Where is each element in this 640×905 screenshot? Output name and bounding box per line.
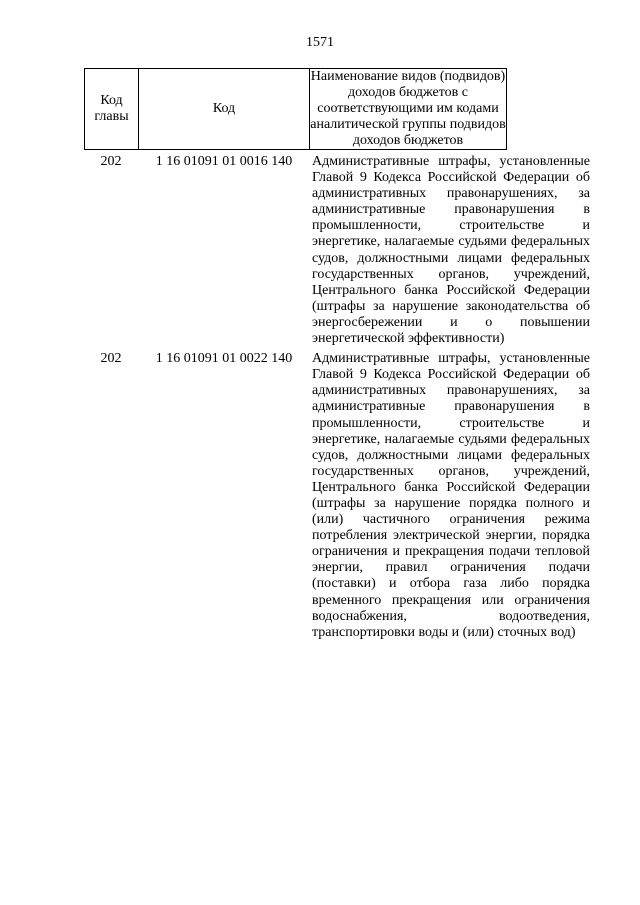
header-name: Наименование видов (подвидов) доходов бюджетов с соответствующими им кодами аналитической группы подвидов доходов бюджетов	[310, 69, 506, 148]
row-chapter-code: 202	[100, 351, 122, 367]
table-header	[84, 68, 507, 150]
row-code: 1 16 01091 01 0022 140	[155, 351, 293, 367]
header-code: Код	[139, 69, 310, 150]
row-name: Административные штрафы, установленные Главой 9 Кодекса Российской Федерации об административных правонарушениях, за административные правонарушения в промышленности, строительстве и энергетике, налагаемые судьями федеральных судов, должностными лицами федеральных государственных органов, учреждений, Центрального банка Российской Федерации (штрафы за нарушение законодательства об энергосбережении и о повышении энергетической эффективности)	[312, 154, 590, 347]
row-code: 1 16 01091 01 0016 140	[155, 154, 293, 169]
table-row	[84, 351, 594, 641]
row-name: Административные штрафы, установленные Главой 9 Кодекса Российской Федерации об административных правонарушениях, за административные правонарушения в промышленности, строительстве и энергетике, налагаемые судьями федеральных судов, должностными лицами федеральных государственных органов, учреждений, Центрального банка Российской Федерации (штрафы за нарушение порядка полного и (или) частичного ограничения режима потребления электрической энергии, порядка ограничения и прекращения подачи тепловой энергии, правил ограничения подачи (поставки) и отбора газа либо порядка временного прекращения или ограничения водоснабжения, водоотведения, транспортировки воды и (или) сточных вод)	[312, 351, 590, 640]
table-body	[84, 154, 594, 645]
table-row	[84, 154, 594, 347]
page-number: 1571	[306, 35, 334, 50]
header-chapter-code: Код главы	[85, 69, 139, 150]
row-chapter-code: 202	[100, 154, 122, 169]
